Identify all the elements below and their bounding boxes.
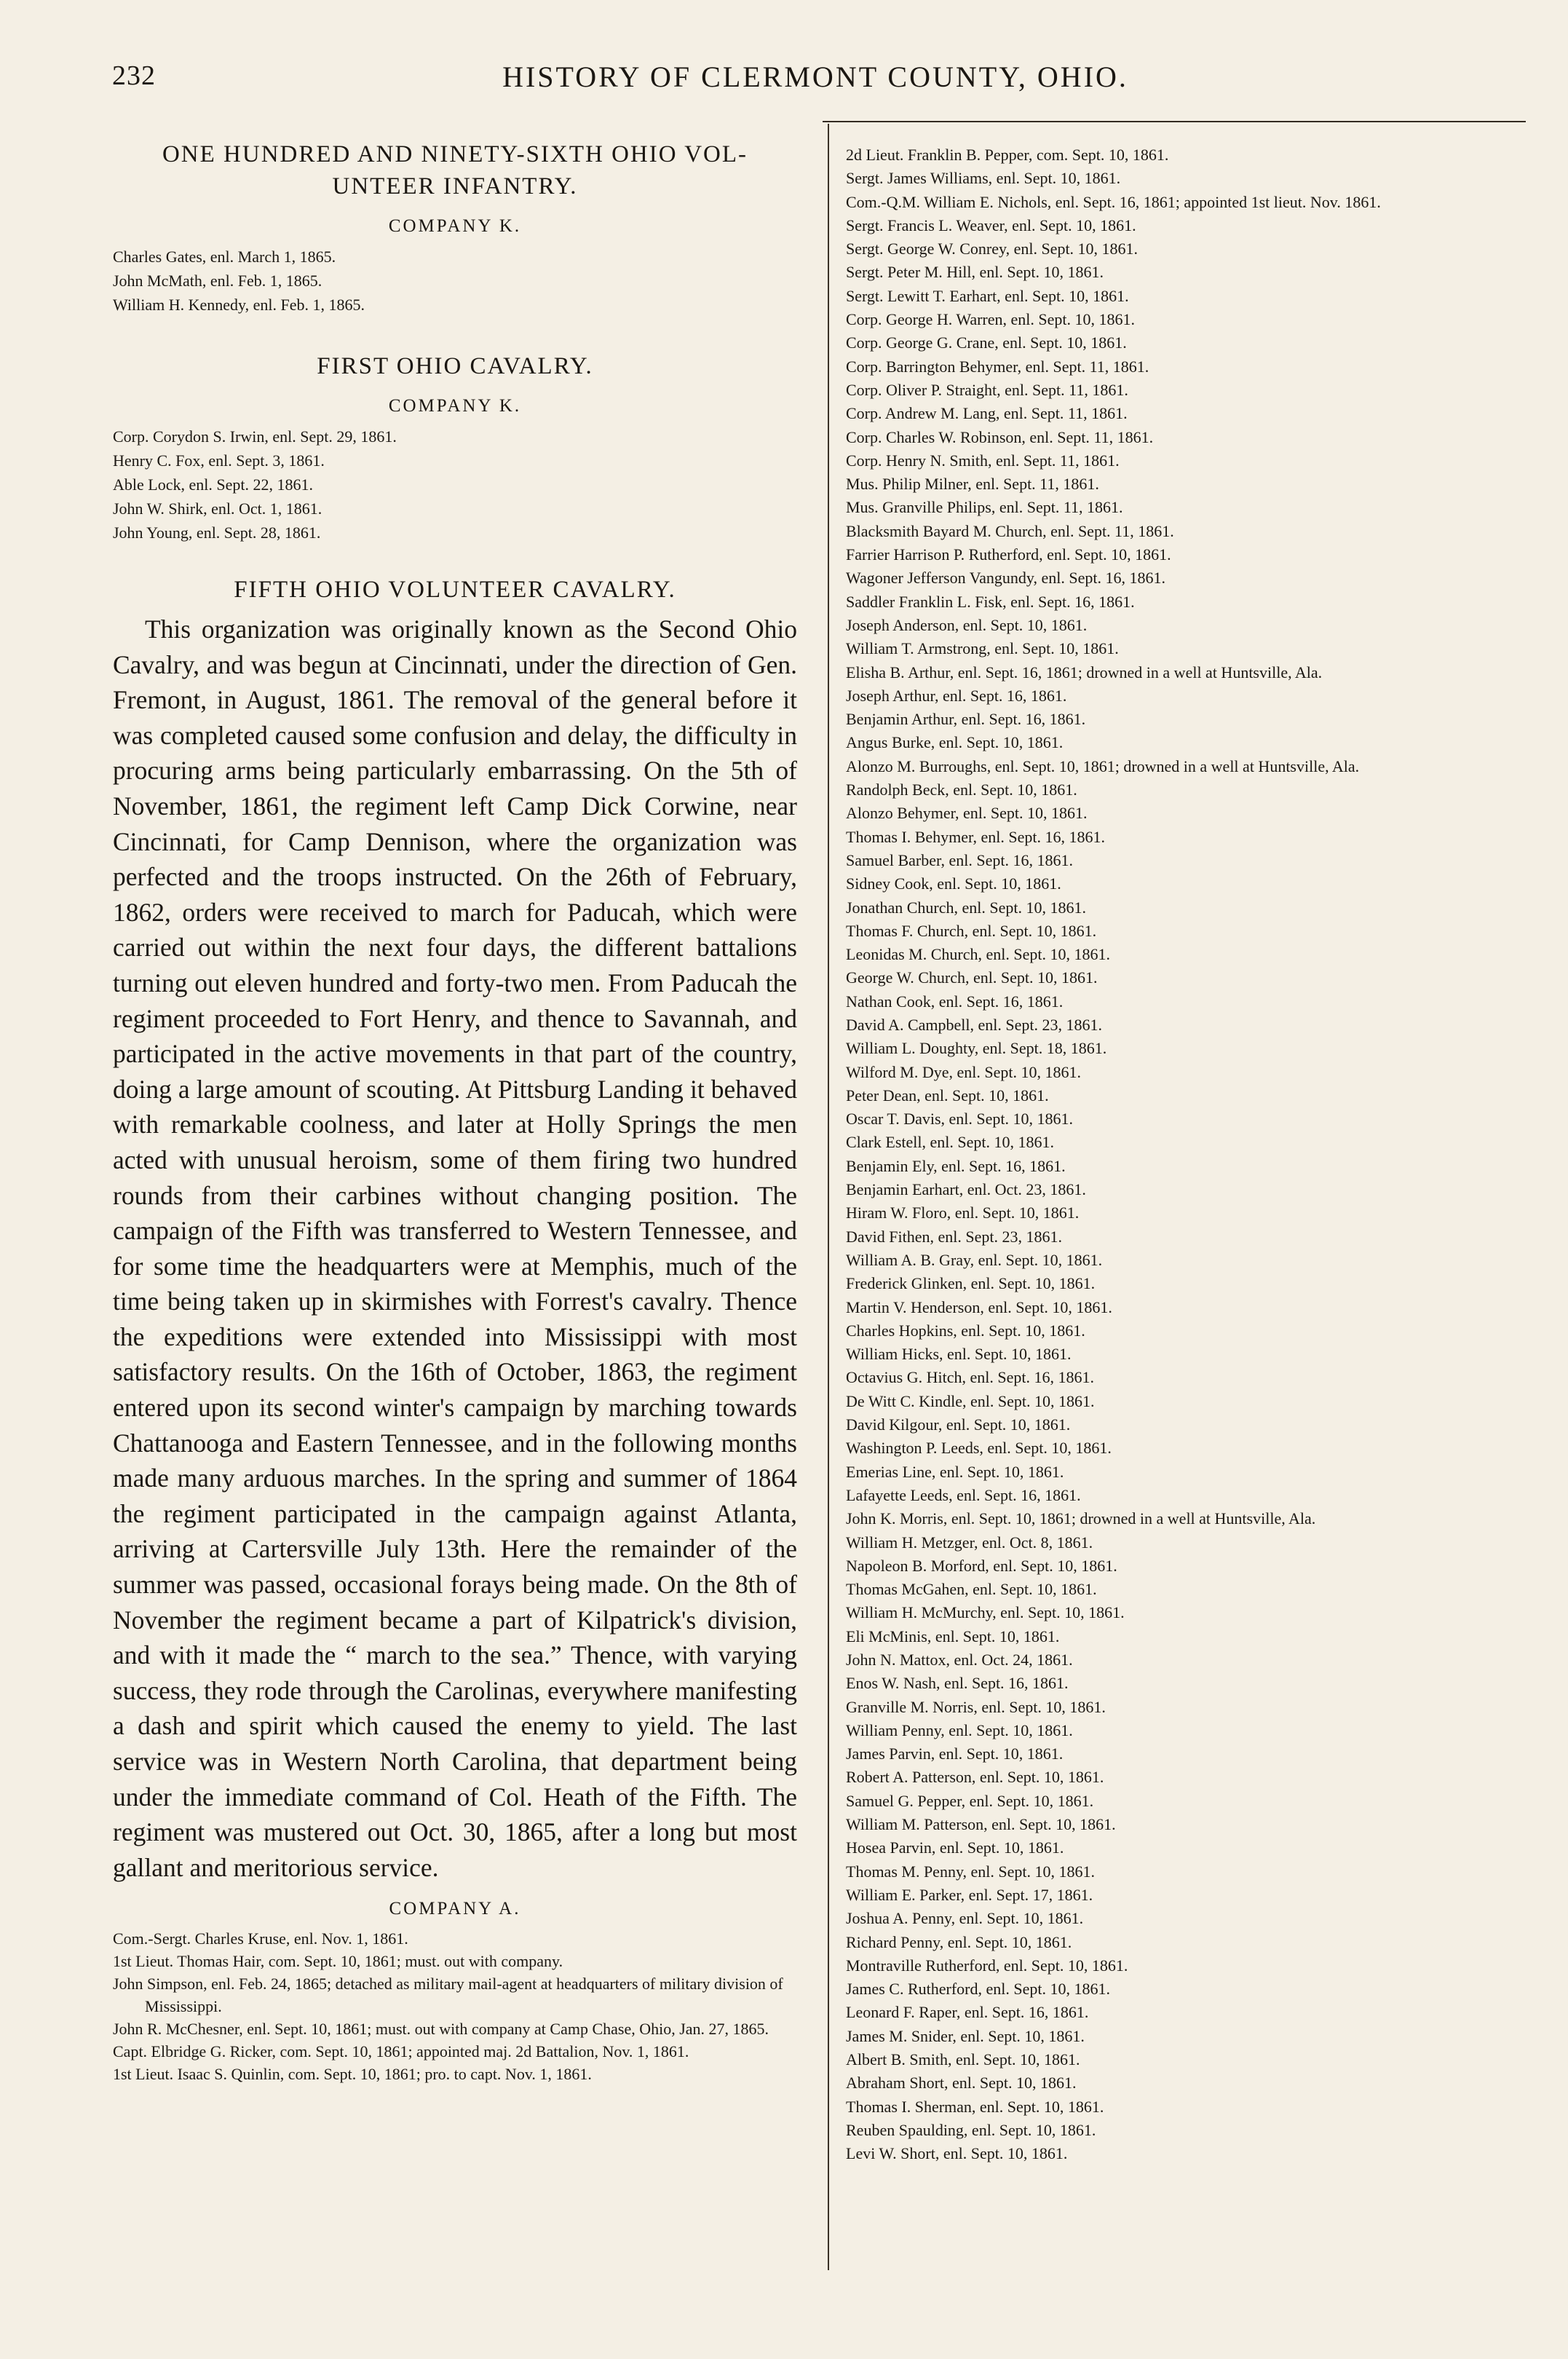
roster-entry: Montraville Rutherford, enl. Sept. 10, 1861. bbox=[846, 1956, 1128, 1975]
roster-entry: Reuben Spaulding, enl. Sept. 10, 1861. bbox=[846, 2120, 1096, 2139]
roster-entry: James Parvin, enl. Sept. 10, 1861. bbox=[846, 1744, 1064, 1763]
roster-entry: Farrier Harrison P. Rutherford, enl. Sept. 10, 1861. bbox=[846, 545, 1171, 564]
roster-entry: Abraham Short, enl. Sept. 10, 1861. bbox=[846, 2074, 1077, 2093]
roster-entry: De Witt C. Kindle, enl. Sept. 10, 1861. bbox=[846, 1391, 1095, 1410]
roster-entry: William Hicks, enl. Sept. 10, 1861. bbox=[846, 1345, 1072, 1364]
roster-entry: John W. Shirk, enl. Oct. 1, 1861. bbox=[113, 499, 322, 518]
roster-entry: Sidney Cook, enl. Sept. 10, 1861. bbox=[846, 874, 1061, 893]
roster-entry: Albert B. Smith, enl. Sept. 10, 1861. bbox=[846, 2050, 1080, 2069]
roster-entry: Sergt. Peter M. Hill, enl. Sept. 10, 1861. bbox=[846, 263, 1104, 282]
roster-entry: Corp. Henry N. Smith, enl. Sept. 11, 1861. bbox=[846, 451, 1120, 470]
roster-entry: William Penny, enl. Sept. 10, 1861. bbox=[846, 1720, 1073, 1739]
roster-entry: Eli McMinis, enl. Sept. 10, 1861. bbox=[846, 1627, 1060, 1645]
roster-entry: Able Lock, enl. Sept. 22, 1861. bbox=[113, 475, 313, 494]
roster-entry: Henry C. Fox, enl. Sept. 3, 1861. bbox=[113, 451, 325, 470]
roster-fifth-cavalry-company-a-continued bbox=[846, 143, 1530, 2166]
roster-entry: Thomas F. Church, enl. Sept. 10, 1861. bbox=[846, 921, 1097, 940]
roster-entry: William H. Kennedy, enl. Feb. 1, 1865. bbox=[113, 296, 365, 314]
roster-entry: Thomas I. Sherman, enl. Sept. 10, 1861. bbox=[846, 2097, 1104, 2116]
roster-entry: Wilford M. Dye, enl. Sept. 10, 1861. bbox=[846, 1062, 1081, 1081]
roster-entry: Alonzo M. Burroughs, enl. Sept. 10, 1861; drowned in a well at Huntsville, Ala. bbox=[846, 756, 1360, 775]
roster-entry: Joseph Arthur, enl. Sept. 16, 1861. bbox=[846, 686, 1067, 705]
roster-entry: John N. Mattox, enl. Oct. 24, 1861. bbox=[846, 1651, 1073, 1669]
roster-entry: Robert A. Patterson, enl. Sept. 10, 1861. bbox=[846, 1768, 1104, 1787]
roster-entry: Charles Gates, enl. March 1, 1865. bbox=[113, 248, 336, 266]
section-title-first-cavalry: FIRST OHIO CAVALRY. bbox=[317, 353, 593, 379]
roster-entry: Corp. Andrew M. Lang, enl. Sept. 11, 1861. bbox=[846, 404, 1128, 423]
header-rule bbox=[823, 121, 1526, 122]
roster-entry: Charles Hopkins, enl. Sept. 10, 1861. bbox=[846, 1321, 1085, 1340]
roster-entry: Granville M. Norris, enl. Sept. 10, 1861. bbox=[846, 1697, 1106, 1716]
roster-entry: Levi W. Short, enl. Sept. 10, 1861. bbox=[846, 2144, 1068, 2163]
roster-entry: Corp. George H. Warren, enl. Sept. 10, 1861. bbox=[846, 310, 1136, 329]
roster-entry: Benjamin Arthur, enl. Sept. 16, 1861. bbox=[846, 710, 1086, 729]
roster-entry: Corp. Barrington Behymer, enl. Sept. 11, 1861. bbox=[846, 357, 1149, 376]
roster-entry: Mus. Philip Milner, enl. Sept. 11, 1861. bbox=[846, 475, 1099, 494]
roster-entry: John K. Morris, enl. Sept. 10, 1861; drowned in a well at Huntsville, Ala. bbox=[846, 1509, 1316, 1528]
section-title-196th-infantry: ONE HUNDRED AND NINETY-SIXTH OHIO VOL- UNTEER INFANTRY. bbox=[162, 141, 748, 199]
roster-entry: Richard Penny, enl. Sept. 10, 1861. bbox=[846, 1932, 1072, 1951]
roster-entry: Randolph Beck, enl. Sept. 10, 1861. bbox=[846, 781, 1077, 799]
roster-entry: William L. Doughty, enl. Sept. 18, 1861. bbox=[846, 1039, 1107, 1058]
roster-entry: James M. Snider, enl. Sept. 10, 1861. bbox=[846, 2026, 1085, 2045]
roster-entry: Corp. Charles W. Robinson, enl. Sept. 11, 1861. bbox=[846, 427, 1154, 446]
roster-entry: Enos W. Nash, enl. Sept. 16, 1861. bbox=[846, 1674, 1069, 1693]
roster-entry: Thomas McGahen, enl. Sept. 10, 1861. bbox=[846, 1580, 1097, 1599]
roster-entry: Mus. Granville Philips, enl. Sept. 11, 1861. bbox=[846, 498, 1123, 517]
roster-entry: Samuel Barber, enl. Sept. 16, 1861. bbox=[846, 850, 1073, 869]
right-column bbox=[846, 143, 1530, 2166]
left-column bbox=[113, 138, 797, 2085]
roster-entry: 1st Lieut. Isaac S. Quinlin, com. Sept. 10, 1861; pro. to capt. Nov. 1, 1861. bbox=[113, 2065, 592, 2084]
roster-entry: Jonathan Church, enl. Sept. 10, 1861. bbox=[846, 898, 1086, 917]
roster-entry: Alonzo Behymer, enl. Sept. 10, 1861. bbox=[846, 804, 1088, 823]
fifth-cavalry-history: This organization was originally known as the Second Ohio Cavalry, and was begun at Cincinnati, under the direction of Gen. Fremont, in August, 1861. The removal of the general before it was completed caused some confusion and delay, the difficulty in procuring arms being particularly embarrassing. On the 5th of November, 1861, the regiment left Camp Dick Corwine, near Cincinnati, for Camp Dennison, where the organization was perfected and the troops instructed. On the 26th of February, 1862, orders were received to march for Paducah, which were carried out within the next four days, the different battalions turning out eleven hundred and forty-two men. From Paducah the regiment proceeded to Fort Henry, and thence to Savannah, and participated in the active movements in that part of the country, doing a large amount of scouting. At Pittsburg Landing it behaved with remarkable coolness, and later at Holly Springs the men acted with unusual heroism, some of them firing two hundred rounds from their carbines without changing position. The campaign of the Fifth was transferred to Western Tennessee, and for some time the headquarters were at Memphis, much of the time being taken up in skirmishes with Forrest's cavalry. Thence the expeditions were extended into Mississippi with most satisfactory results. On the 16th of October, 1863, the regiment entered upon its second winter's campaign by marching towards Chattanooga and Eastern Tennessee, and in the following months made many arduous marches. In the spring and summer of 1864 the regiment participated in the campaign against Atlanta, arriving at Cartersville July 13th. Here the remainder of the summer was passed, occasional forays being made. On the 8th of November the regiment became a part of Kilpatrick's division, and with it made the “ march to the sea.” Thence, with varying success, they rode through the Carolinas, everywhere manifesting a dash and spirit which caused the enemy to yield. The last service was in Western North Carolina, that department being under the immediate command of Col. Heath of the Fifth. The regiment was mustered out Oct. 30, 1865, after a long but most gallant and meritorious service. bbox=[113, 615, 797, 1882]
roster-entry: Nathan Cook, enl. Sept. 16, 1861. bbox=[846, 992, 1064, 1011]
roster-entry: Frederick Glinken, enl. Sept. 10, 1861. bbox=[846, 1274, 1096, 1293]
roster-entry: Sergt. George W. Conrey, enl. Sept. 10, 1861. bbox=[846, 240, 1139, 258]
roster-entry: Hosea Parvin, enl. Sept. 10, 1861. bbox=[846, 1838, 1064, 1857]
roster-entry: William E. Parker, enl. Sept. 17, 1861. bbox=[846, 1885, 1093, 1904]
page-number: 232 bbox=[112, 60, 156, 91]
roster-entry: Leonidas M. Church, enl. Sept. 10, 1861. bbox=[846, 945, 1110, 964]
roster-entry: Washington P. Leeds, enl. Sept. 10, 1861. bbox=[846, 1439, 1112, 1458]
roster-entry: Thomas M. Penny, enl. Sept. 10, 1861. bbox=[846, 1862, 1095, 1881]
running-header bbox=[109, 60, 1521, 103]
roster-entry: Napoleon B. Morford, enl. Sept. 10, 1861. bbox=[846, 1556, 1117, 1575]
roster-entry: 1st Lieut. Thomas Hair, com. Sept. 10, 1861; must. out with company. bbox=[113, 1952, 563, 1971]
roster-entry: William H. McMurchy, enl. Sept. 10, 1861. bbox=[846, 1603, 1125, 1622]
roster-entry: John McMath, enl. Feb. 1, 1865. bbox=[113, 272, 322, 290]
roster-entry: Capt. Elbridge G. Ricker, com. Sept. 10, 1861; appointed maj. 2d Battalion, Nov. 1, 1861. bbox=[113, 2042, 689, 2061]
roster-entry: Benjamin Earhart, enl. Oct. 23, 1861. bbox=[846, 1180, 1086, 1199]
roster-entry: John Simpson, enl. Feb. 24, 1865; detached as military mail-agent at headquarters of military division of Mississippi. bbox=[113, 1975, 783, 2016]
roster-entry: 2d Lieut. Franklin B. Pepper, com. Sept. 10, 1861. bbox=[846, 146, 1169, 164]
roster-entry: William T. Armstrong, enl. Sept. 10, 1861. bbox=[846, 639, 1119, 658]
roster-entry: Corp. George G. Crane, enl. Sept. 10, 1861. bbox=[846, 333, 1127, 352]
roster-entry: Hiram W. Floro, enl. Sept. 10, 1861. bbox=[846, 1204, 1080, 1222]
roster-entry: Angus Burke, enl. Sept. 10, 1861. bbox=[846, 733, 1064, 752]
company-heading: COMPANY A. bbox=[389, 1899, 521, 1919]
company-heading: COMPANY K. bbox=[388, 216, 522, 236]
roster-entry: Com.-Sergt. Charles Kruse, enl. Nov. 1, 1861. bbox=[113, 1929, 408, 1948]
roster-entry: Samuel G. Pepper, enl. Sept. 10, 1861. bbox=[846, 1791, 1094, 1810]
roster-fifth-cavalry-company-a bbox=[113, 1927, 797, 2085]
roster-entry: Martin V. Henderson, enl. Sept. 10, 1861. bbox=[846, 1297, 1112, 1316]
roster-entry: James C. Rutherford, enl. Sept. 10, 1861. bbox=[846, 1980, 1110, 1999]
roster-entry: David Fithen, enl. Sept. 23, 1861. bbox=[846, 1227, 1062, 1246]
roster-entry: William H. Metzger, enl. Oct. 8, 1861. bbox=[846, 1533, 1093, 1552]
roster-entry: Joshua A. Penny, enl. Sept. 10, 1861. bbox=[846, 1909, 1084, 1928]
roster-entry: David A. Campbell, enl. Sept. 23, 1861. bbox=[846, 1015, 1102, 1034]
roster-entry: John R. McChesner, enl. Sept. 10, 1861; must. out with company at Camp Chase, Ohio, Jan. 27, 1865. bbox=[113, 2020, 769, 2039]
roster-entry: Peter Dean, enl. Sept. 10, 1861. bbox=[846, 1086, 1049, 1105]
roster-entry: William A. B. Gray, enl. Sept. 10, 1861. bbox=[846, 1250, 1103, 1269]
roster-entry: Wagoner Jefferson Vangundy, enl. Sept. 16, 1861. bbox=[846, 569, 1165, 588]
roster-entry: Blacksmith Bayard M. Church, enl. Sept. 11, 1861. bbox=[846, 521, 1174, 540]
roster-entry: William M. Patterson, enl. Sept. 10, 1861. bbox=[846, 1815, 1116, 1834]
section-title-fifth-cavalry: FIFTH OHIO VOLUNTEER CAVALRY. bbox=[234, 577, 676, 603]
roster-entry: Octavius G. Hitch, enl. Sept. 16, 1861. bbox=[846, 1368, 1094, 1387]
roster-entry: Benjamin Ely, enl. Sept. 16, 1861. bbox=[846, 1156, 1066, 1175]
roster-entry: Sergt. Lewitt T. Earhart, enl. Sept. 10, 1861. bbox=[846, 286, 1129, 305]
roster-entry: Com.-Q.M. William E. Nichols, enl. Sept. 16, 1861; appointed 1st lieut. Nov. 1861. bbox=[846, 192, 1381, 211]
roster-entry: Saddler Franklin L. Fisk, enl. Sept. 16, 1861. bbox=[846, 592, 1135, 611]
roster-first-cavalry-company-k bbox=[113, 424, 797, 545]
roster-entry: Sergt. James Williams, enl. Sept. 10, 1861. bbox=[846, 169, 1121, 188]
roster-entry: Sergt. Francis L. Weaver, enl. Sept. 10, 1861. bbox=[846, 216, 1136, 234]
roster-entry: Oscar T. Davis, enl. Sept. 10, 1861. bbox=[846, 1110, 1074, 1129]
roster-entry: Joseph Anderson, enl. Sept. 10, 1861. bbox=[846, 615, 1088, 634]
page-title: HISTORY OF CLERMONT COUNTY, OHIO. bbox=[502, 60, 1128, 93]
roster-entry: John Young, enl. Sept. 28, 1861. bbox=[113, 523, 321, 542]
column-divider bbox=[828, 124, 829, 2270]
roster-entry: Elisha B. Arthur, enl. Sept. 16, 1861; drowned in a well at Huntsville, Ala. bbox=[846, 663, 1323, 681]
roster-entry: Leonard F. Raper, enl. Sept. 16, 1861. bbox=[846, 2003, 1089, 2022]
roster-entry: Clark Estell, enl. Sept. 10, 1861. bbox=[846, 1133, 1054, 1152]
company-heading: COMPANY K. bbox=[388, 396, 522, 416]
roster-196th-company-k bbox=[113, 245, 797, 317]
roster-entry: Lafayette Leeds, enl. Sept. 16, 1861. bbox=[846, 1485, 1081, 1504]
roster-entry: Emerias Line, enl. Sept. 10, 1861. bbox=[846, 1462, 1064, 1481]
roster-entry: Corp. Oliver P. Straight, enl. Sept. 11, 1861. bbox=[846, 380, 1128, 399]
roster-entry: Thomas I. Behymer, enl. Sept. 16, 1861. bbox=[846, 827, 1105, 846]
roster-entry: David Kilgour, enl. Sept. 10, 1861. bbox=[846, 1415, 1071, 1434]
roster-entry: George W. Church, enl. Sept. 10, 1861. bbox=[846, 968, 1098, 987]
roster-entry: Corp. Corydon S. Irwin, enl. Sept. 29, 1861. bbox=[113, 427, 397, 446]
